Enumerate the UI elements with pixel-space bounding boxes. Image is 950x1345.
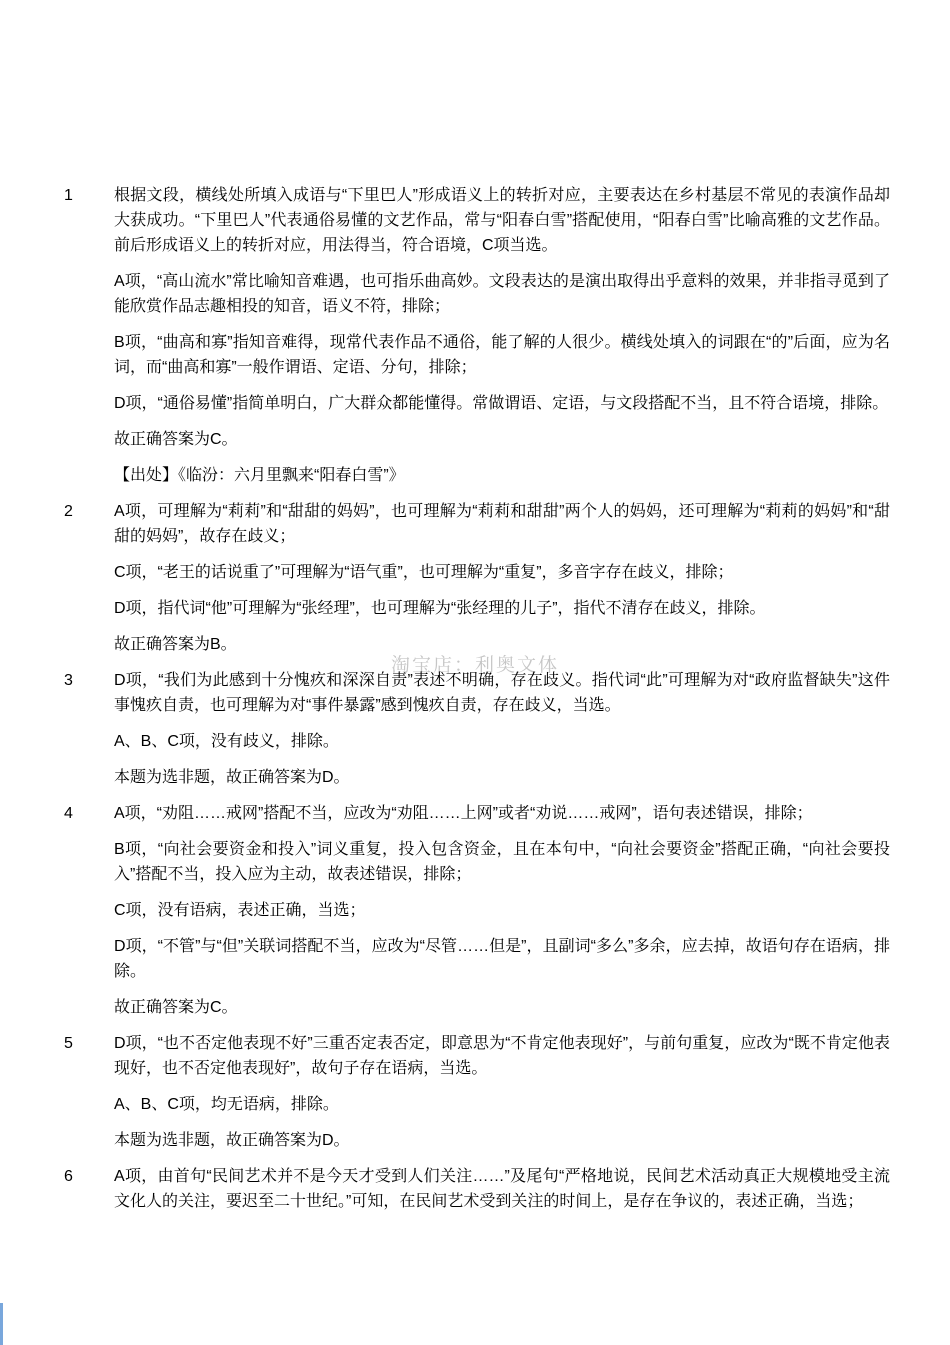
explanation-paragraph: C项，“老王的话说重了”可理解为“语气重”，也可理解为“重复”，多音字存在歧义，排除； [114, 564, 734, 581]
explanation-paragraph: 故正确答案为C。 [114, 999, 238, 1016]
question-number: 1 [64, 187, 73, 204]
question-item [64, 668, 890, 801]
explanation-paragraph: 【出处】《临汾：六月里飘来“阳春白雪”》 [114, 467, 405, 484]
explanation-paragraph: D项，“也不否定他表现不好”三重否定表否定，即意思为“不肯定他表现好”，与前句重复，应改为“既不肯定他表现好，也不否定他表现好”，故句子存在语病，当选。 [114, 1035, 890, 1077]
explanation-paragraph: 本题为选非题，故正确答案为D。 [114, 1132, 350, 1149]
question-item [64, 1164, 890, 1225]
question-number: 3 [64, 672, 73, 689]
question-number: 6 [64, 1168, 73, 1185]
explanation-body [114, 499, 890, 668]
explanation-body [114, 801, 890, 1031]
explanation-paragraph: 本题为选非题，故正确答案为D。 [114, 769, 350, 786]
question-number: 5 [64, 1035, 73, 1052]
explanation-paragraph: A项，“劝阻……戒网”搭配不当，应改为“劝阻……上网”或者“劝说……戒网”，语句表述错误，排除； [114, 805, 813, 822]
watermark-text: 淘宝店：利奥文体 [390, 655, 560, 676]
question-item [64, 1031, 890, 1164]
explanation-paragraph: 根据文段，横线处所填入成语与“下里巴人”形成语义上的转折对应，主要表达在乡村基层不常见的表演作品却大获成功。“下里巴人”代表通俗易懂的文艺作品，常与“阳春白雪”搭配使用，“阳春白雪”比喻高雅的文艺作品。前后形成语义上的转折对应，用法得当，符合语境，C项当选。 [114, 187, 890, 254]
question-number: 4 [64, 805, 73, 822]
explanation-body [114, 1164, 890, 1225]
question-item [64, 183, 890, 499]
explanation-paragraph: A项，由首句“民间艺术并不是今天才受到人们关注……”及尾句“严格地说，民间艺术活动真正大规模地受主流文化人的关注，要迟至二十世纪。”可知，在民间艺术受到关注的时间上，是存在争议的，表述正确，当选； [114, 1168, 890, 1210]
explanation-paragraph: 故正确答案为B。 [114, 636, 237, 653]
explanation-body [114, 183, 890, 499]
question-item [64, 801, 890, 1031]
explanation-body [114, 668, 890, 801]
page-edge-artifact [0, 1303, 3, 1345]
question-item [64, 499, 890, 668]
explanation-paragraph: A项，“高山流水”常比喻知音难遇，也可指乐曲高妙。文段表达的是演出取得出乎意料的效果，并非指寻觅到了能欣赏作品志趣相投的知音，语义不符，排除； [114, 273, 890, 315]
explanation-paragraph: A项，可理解为“莉莉”和“甜甜的妈妈”，也可理解为“莉莉和甜甜”两个人的妈妈，还可理解为“莉莉的妈妈”和“甜甜的妈妈”，故存在歧义； [114, 503, 890, 545]
explanation-paragraph: C项，没有语病，表述正确，当选； [114, 902, 366, 919]
explanation-paragraph: 故正确答案为C。 [114, 431, 238, 448]
explanation-paragraph: D项，指代词“他”可理解为“张经理”，也可理解为“张经理的儿子”，指代不清存在歧义，排除。 [114, 600, 766, 617]
explanation-paragraph: B项，“曲高和寡”指知音难得，现常代表作品不通俗，能了解的人很少。横线处填入的词跟在“的”后面，应为名词，而“曲高和寡”一般作谓语、定语、分句，排除； [114, 334, 890, 376]
answer-explanation-list [64, 183, 890, 1225]
explanation-paragraph: A、B、C项，没有歧义，排除。 [114, 733, 339, 750]
explanation-paragraph: D项，“不管”与“但”关联词搭配不当，应改为“尽管……但是”，且副词“多么”多余，应去掉，故语句存在语病，排除。 [114, 938, 890, 980]
explanation-paragraph: B项，“向社会要资金和投入”词义重复，投入包含资金，且在本句中，“向社会要资金”搭配正确，“向社会要投入”搭配不当，投入应为主动，故表述错误，排除； [114, 841, 890, 883]
explanation-body [114, 1031, 890, 1164]
explanation-paragraph: D项，“我们为此感到十分愧疚和深深自责”表述不明确，存在歧义。指代词“此”可理解为对“政府监督缺失”这件事愧疚自责，也可理解为对“事件暴露”感到愧疚自责，存在歧义，当选。 [114, 672, 890, 714]
explanation-paragraph: A、B、C项，均无语病，排除。 [114, 1096, 339, 1113]
question-number: 2 [64, 503, 73, 520]
explanation-paragraph: D项，“通俗易懂”指简单明白，广大群众都能懂得。常做谓语、定语，与文段搭配不当，且不符合语境，排除。 [114, 395, 889, 412]
